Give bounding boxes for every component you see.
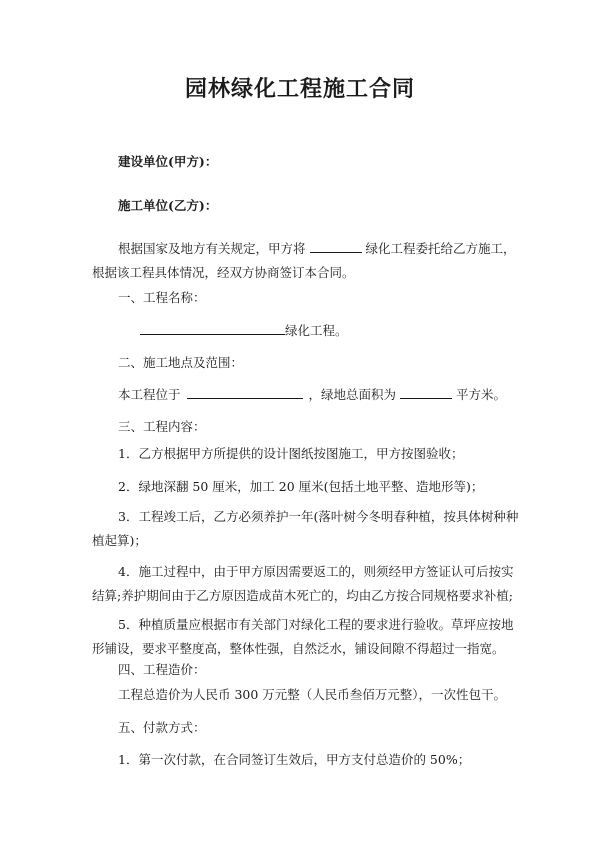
section-3-item-5: 5．种植质量应根据市有关部门对绿化工程的要求进行验收。草坪应按地形铺设，要求平整度高，整体性强，自然泛水，铺设间隙不得超过一指宽。 bbox=[92, 617, 514, 656]
section-4-heading: 四、工程造价： bbox=[118, 662, 206, 677]
section-1-heading: 一、工程名称： bbox=[118, 290, 206, 305]
intro-text-part1: 根据国家及地方有关规定，甲方将 bbox=[118, 241, 306, 256]
section-1-line bbox=[118, 321, 348, 339]
project-name-blank bbox=[310, 240, 362, 253]
location-blank bbox=[187, 386, 303, 399]
section-1-suffix: 绿化工程。 bbox=[285, 323, 348, 338]
intro-text-part2: 绿化工程委托给乙方施工，根据该工程具体情况，经双方协商签订本合同。 bbox=[92, 241, 516, 280]
area-prefix: ，绿地总面积为 bbox=[308, 387, 397, 402]
section-2-heading: 二、施工地点及范围： bbox=[118, 355, 244, 370]
section-5-heading: 五、付款方式： bbox=[118, 720, 206, 735]
section-3-item-1: 1．乙方根据甲方所提供的设计图纸按图施工，甲方按图验收； bbox=[118, 446, 464, 461]
area-unit: 平方米。 bbox=[456, 387, 507, 402]
section-2-line bbox=[118, 385, 506, 403]
section-4-text: 工程总造价为人民币 300 万元整（人民币叁佰万元整），一次性包干。 bbox=[118, 687, 507, 702]
section-3-item-4: 4．施工过程中，由于甲方原因需要返工的，则须经甲方签证认可后按实结算;养护期间由于乙方原因造成苗木死亡的，均由乙方按合同规格要求补植; bbox=[92, 564, 514, 603]
section-3-item-2: 2．绿地深翻 50 厘米，加工 20 厘米(包括土地平整、造地形等)； bbox=[118, 479, 484, 494]
section-5-item-1: 1．第一次付款，在合同签订生效后，甲方支付总造价的 50%； bbox=[118, 752, 471, 767]
intro-paragraph bbox=[92, 237, 522, 285]
section-3-item-3: 3．工程竣工后，乙方必须养护一年(落叶树今冬明春种植，按具体树种种植起算)； bbox=[92, 509, 519, 548]
location-prefix: 本工程位于 bbox=[118, 387, 181, 402]
party-a-label: 建设单位(甲方)： bbox=[118, 154, 218, 169]
party-b-label: 施工单位(乙方)： bbox=[118, 198, 218, 213]
project-title-blank bbox=[140, 322, 285, 335]
document-title: 园林绿化工程施工合同 bbox=[184, 76, 415, 102]
area-blank bbox=[400, 386, 452, 399]
section-3-heading: 三、工程内容： bbox=[118, 419, 206, 434]
